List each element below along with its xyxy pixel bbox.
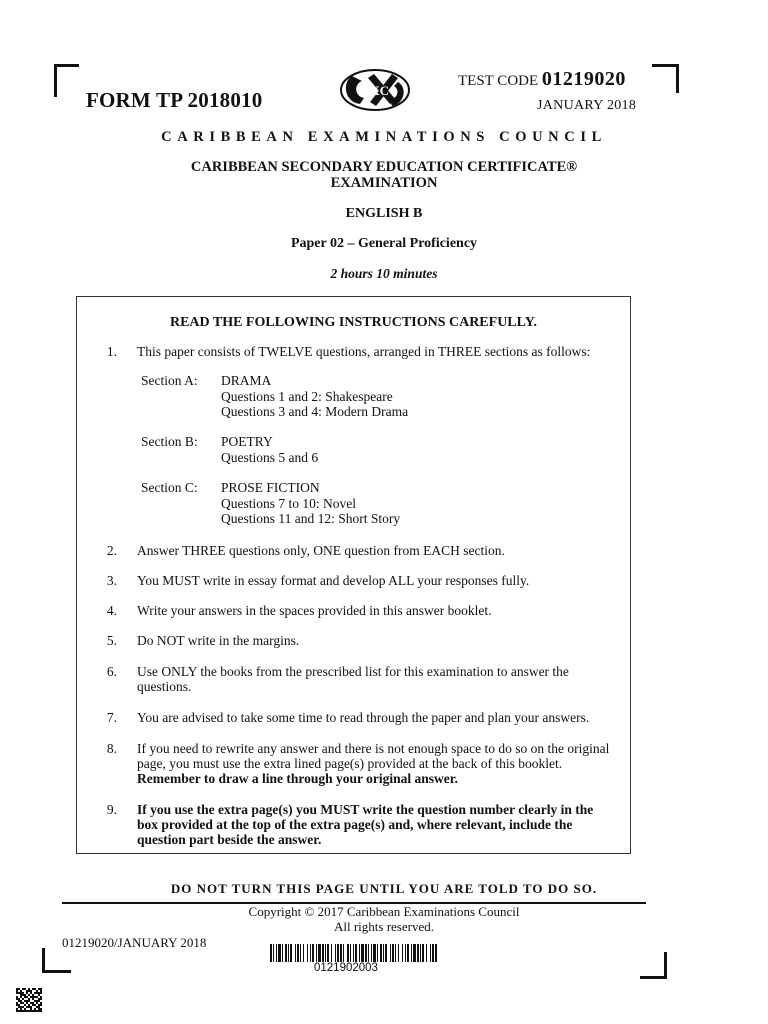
instruction-number: 5. [106,633,117,648]
instruction-number: 6. [106,664,117,679]
certificate-line-2: EXAMINATION [330,175,438,191]
section-label: Section B: [141,434,198,449]
instruction-number: 8. [106,741,117,756]
instruction-text: Answer THREE questions only, ONE question from EACH section. [137,543,505,558]
instruction-text-regular: If you need to rewrite any answer and there is not enough space to do so on the original page, you must use the extra lined page(s) provided at the back of this booklet. [137,741,610,771]
section-name: POETRY [221,434,273,449]
section-line: Questions 5 and 6 [221,449,319,465]
instruction-number: 9. [106,802,117,817]
page-code: 01219020/JANUARY 2018 [62,935,207,950]
do-not-turn-warning: DO NOT TURN THIS PAGE UNTIL YOU ARE TOLD TO DO SO. [170,881,598,896]
instruction-number: 1. [106,344,117,359]
test-code-label: TEST CODE [458,73,539,89]
instruction-text-emphasis: Remember to draw a line through your original answer. [137,771,458,786]
instruction-number: 4. [106,603,117,618]
copyright-block [0,904,768,934]
instruction-text: Use ONLY the books from the prescribed list for this examination to answer the questions. [137,664,569,694]
test-code [458,68,626,91]
crop-mark-top-left [54,64,79,97]
form-code: FORM TP 2018010 [86,88,263,112]
crop-mark-bottom-right [640,952,667,979]
instruction-text: Do NOT write in the margins. [137,633,300,648]
cxc-logo-text: CXC [360,83,390,98]
section-line: Questions 7 to 10: Novel [221,495,356,511]
instruction-number: 3. [106,573,117,588]
copyright-text: Copyright © 2017 Caribbean Examinations Council [248,904,520,919]
barcode-icon [270,944,438,962]
section-line: Questions 11 and 12: Short Story [221,511,401,526]
cxc-logo [338,68,412,112]
qr-code-icon [16,988,42,1012]
certificate-title [0,159,768,191]
rights-text: All rights reserved. [333,919,434,934]
instruction-text: Write your answers in the spaces provided in this answer booklet. [137,603,492,618]
instruction-text: This paper consists of TWELVE questions, arranged in THREE sections as follows: [137,344,591,359]
instructions-box [76,296,631,854]
subject-title: ENGLISH B [345,206,423,221]
instructions-title: READ THE FOLLOWING INSTRUCTIONS CAREFULLY. [169,315,538,330]
section-label: Section C: [141,480,198,495]
instruction-text: You are advised to take some time to read through the paper and plan your answers. [137,710,590,725]
crop-mark-top-right [652,64,679,93]
crop-mark-bottom-left [42,948,71,973]
certificate-line-1: CARIBBEAN SECONDARY EDUCATION CERTIFICATE® [190,159,578,175]
duration: 2 hours 10 minutes [330,266,438,281]
instruction-number: 7. [106,710,117,725]
instruction-text: You MUST write in essay format and develop ALL your responses fully. [137,573,530,588]
test-code-number: 01219020 [541,68,626,90]
barcode-number: 0121902003 [314,962,378,974]
instruction-text [137,741,617,786]
instruction-number: 2. [106,543,117,558]
exam-date: JANUARY 2018 [537,98,637,113]
section-line: Questions 1 and 2: Shakespeare [221,388,393,404]
instruction-text: If you use the extra page(s) you MUST write the question number clearly in the box provided at the top of the extra page(s) and, where relevant, include the question part beside the answer. [137,802,594,847]
section-name: PROSE FICTION [221,480,320,495]
paper-title: Paper 02 – General Proficiency [290,236,478,251]
section-name: DRAMA [221,373,272,388]
section-label: Section A: [141,373,198,388]
section-line: Questions 3 and 4: Modern Drama [221,404,409,419]
council-name: CARIBBEAN EXAMINATIONS COUNCIL [161,129,607,145]
